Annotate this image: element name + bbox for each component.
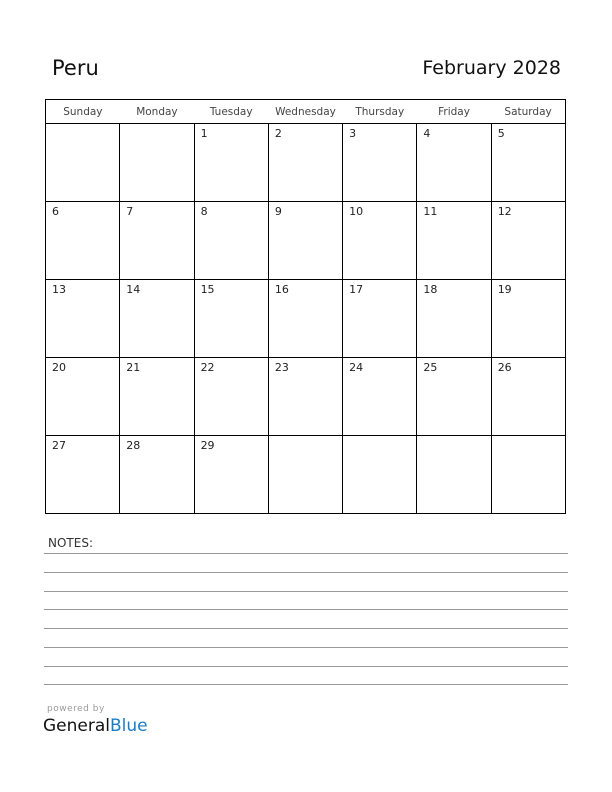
day-cell bbox=[120, 124, 194, 202]
day-number: 4 bbox=[423, 127, 431, 140]
brand-general: General bbox=[43, 716, 110, 736]
day-cell bbox=[194, 202, 268, 280]
notes-label: NOTES: bbox=[48, 536, 93, 550]
day-cell bbox=[194, 124, 268, 202]
day-cell bbox=[343, 280, 417, 358]
day-number: 13 bbox=[52, 283, 66, 296]
day-cell bbox=[120, 202, 194, 280]
day-number: 12 bbox=[497, 205, 512, 218]
day-number: 10 bbox=[349, 205, 364, 218]
generalblue-logo bbox=[43, 716, 148, 736]
day-number: 16 bbox=[274, 283, 289, 296]
day-cell bbox=[491, 280, 565, 358]
day-number: 23 bbox=[274, 361, 289, 374]
day-cell bbox=[343, 202, 417, 280]
day-cell bbox=[343, 124, 417, 202]
day-cell bbox=[194, 358, 268, 436]
day-number: 8 bbox=[200, 205, 208, 218]
month-title: February 2028 bbox=[422, 57, 561, 79]
day-number: 11 bbox=[423, 205, 438, 218]
day-number: 27 bbox=[52, 439, 66, 452]
day-number bbox=[269, 436, 342, 439]
powered-by-text: powered by bbox=[47, 704, 105, 714]
notes-line bbox=[44, 684, 568, 685]
week-row bbox=[46, 358, 566, 436]
day-cell bbox=[268, 280, 342, 358]
day-cell bbox=[343, 436, 417, 514]
day-number: 20 bbox=[52, 361, 66, 374]
day-number: 28 bbox=[126, 439, 141, 452]
country-title: Peru bbox=[52, 56, 99, 80]
day-number: 22 bbox=[200, 361, 215, 374]
day-cell bbox=[194, 436, 268, 514]
notes-line bbox=[44, 666, 568, 667]
day-number: 19 bbox=[497, 283, 512, 296]
day-number: 1 bbox=[200, 127, 208, 140]
notes-line bbox=[44, 553, 568, 554]
day-cell bbox=[46, 124, 120, 202]
weekday-sunday: Sunday bbox=[46, 100, 120, 124]
notes-line bbox=[44, 591, 568, 592]
day-cell bbox=[120, 436, 194, 514]
week-row bbox=[46, 280, 566, 358]
day-cell bbox=[417, 202, 491, 280]
day-number: 2 bbox=[274, 127, 282, 140]
day-cell bbox=[46, 280, 120, 358]
day-cell bbox=[120, 280, 194, 358]
day-number bbox=[120, 124, 193, 127]
day-number: 24 bbox=[349, 361, 364, 374]
weekday-friday: Friday bbox=[417, 100, 491, 124]
day-cell bbox=[491, 358, 565, 436]
day-cell bbox=[417, 124, 491, 202]
notes-line bbox=[44, 609, 568, 610]
day-cell bbox=[417, 436, 491, 514]
week-row bbox=[46, 202, 566, 280]
day-number bbox=[417, 436, 490, 439]
day-number: 6 bbox=[52, 205, 59, 218]
day-number: 29 bbox=[200, 439, 215, 452]
day-cell bbox=[491, 436, 565, 514]
day-number: 15 bbox=[200, 283, 215, 296]
week-row bbox=[46, 124, 566, 202]
day-number: 17 bbox=[349, 283, 364, 296]
weekday-monday: Monday bbox=[120, 100, 194, 124]
day-number bbox=[343, 436, 416, 439]
day-cell bbox=[194, 280, 268, 358]
day-cell bbox=[491, 124, 565, 202]
day-number: 9 bbox=[274, 205, 282, 218]
notes-line bbox=[44, 647, 568, 648]
day-cell bbox=[120, 358, 194, 436]
day-cell bbox=[268, 124, 342, 202]
day-cell bbox=[417, 358, 491, 436]
weekday-saturday: Saturday bbox=[491, 100, 565, 124]
day-cell bbox=[343, 358, 417, 436]
notes-line bbox=[44, 628, 568, 629]
day-number: 21 bbox=[126, 361, 141, 374]
day-cell bbox=[268, 202, 342, 280]
day-cell bbox=[417, 280, 491, 358]
notes-line bbox=[44, 572, 568, 573]
day-number: 5 bbox=[497, 127, 505, 140]
weekday-wednesday: Wednesday bbox=[268, 100, 342, 124]
weekday-header-row bbox=[46, 100, 566, 124]
day-number: 25 bbox=[423, 361, 438, 374]
day-number: 3 bbox=[349, 127, 357, 140]
day-cell bbox=[46, 436, 120, 514]
calendar-grid bbox=[45, 99, 566, 514]
day-cell bbox=[268, 358, 342, 436]
day-number: 18 bbox=[423, 283, 438, 296]
day-number: 14 bbox=[126, 283, 141, 296]
day-cell bbox=[268, 436, 342, 514]
day-cell bbox=[491, 202, 565, 280]
day-cell bbox=[46, 358, 120, 436]
weekday-thursday: Thursday bbox=[343, 100, 417, 124]
day-number bbox=[46, 124, 119, 127]
brand-blue: Blue bbox=[110, 716, 148, 736]
week-row bbox=[46, 436, 566, 514]
day-number: 26 bbox=[497, 361, 512, 374]
day-number: 7 bbox=[126, 205, 134, 218]
day-number bbox=[492, 436, 565, 439]
day-cell bbox=[46, 202, 120, 280]
weekday-tuesday: Tuesday bbox=[194, 100, 268, 124]
